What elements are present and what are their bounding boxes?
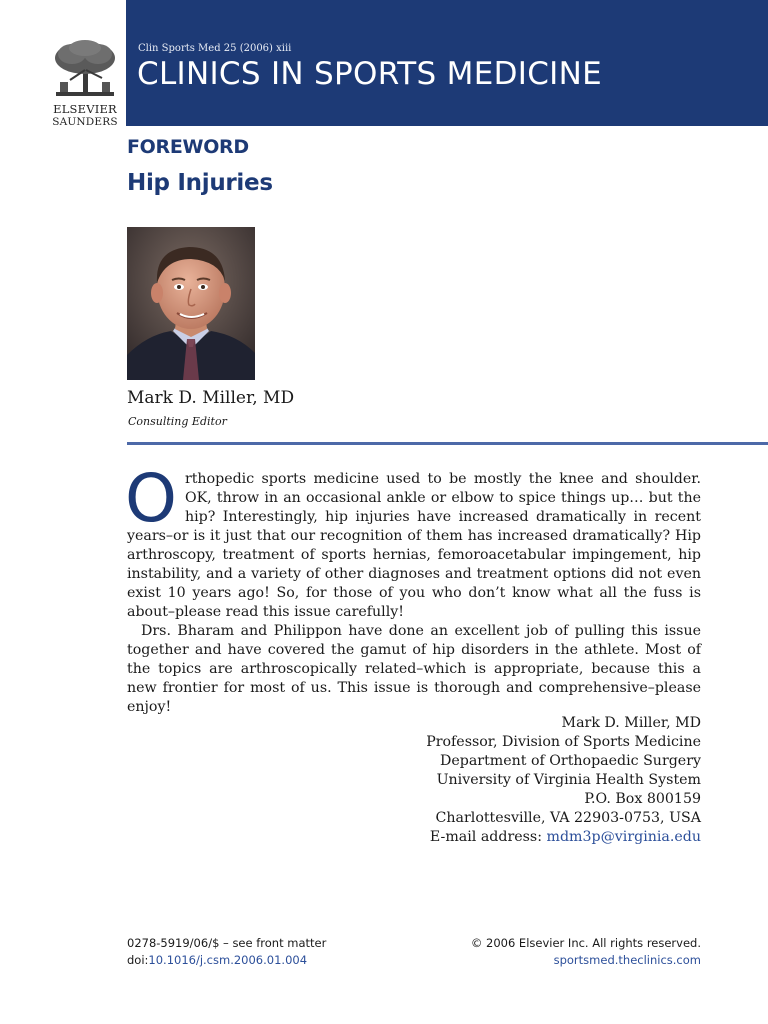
signature-title: Professor, Division of Sports Medicine (426, 734, 701, 750)
divider-rule (127, 442, 768, 445)
paragraph-1 (125, 460, 701, 622)
signature-institution: University of Virginia Health System (436, 772, 701, 788)
signature-email-line (426, 828, 701, 847)
signature-po-box: P.O. Box 800159 (584, 791, 701, 807)
issn-line: 0278-5919/06/$ – see front matter (127, 936, 327, 950)
email-link[interactable]: mdm3p@virginia.edu (546, 829, 701, 845)
citation: Clin Sports Med 25 (2006) xiii (138, 43, 292, 54)
doi-label: doi: (127, 953, 149, 967)
email-label: E-mail address: (429, 829, 542, 845)
author-portrait (127, 227, 255, 380)
doi-line (127, 952, 326, 969)
section-label: FOREWORD (127, 136, 249, 158)
doi-link[interactable]: 10.1016/j.csm.2006.01.004 (148, 953, 308, 967)
paragraph-2: Drs. Bharam and Philippon have done an excellent job of pulling this issue together and have covered the gamut of hip disorders in the athlete. Most of the topics are arthroscopically related–which is appropriate, because this a new frontier for most of us. This issue is thorough and comprehensive–please enjoy! (127, 623, 701, 715)
signature-city: Charlottesville, VA 22903-0753, USA (435, 810, 701, 826)
logo-line-saunders: SAUNDERS (52, 116, 118, 128)
author-name: Mark D. Miller, MD (127, 388, 295, 408)
signature-name: Mark D. Miller, MD (561, 715, 701, 731)
copyright-line: © 2006 Elsevier Inc. All rights reserved. (470, 936, 701, 950)
signature-block (426, 714, 701, 847)
footer-right (471, 935, 701, 969)
signature-department: Department of Orthopaedic Surgery (439, 753, 701, 769)
journal-title: CLINICS IN SPORTS MEDICINE (137, 56, 602, 92)
paragraph-1-text: rthopedic sports medicine used to be mostly the knee and shoulder. OK, throw in an occasional ankle or elbow to spice things up… but the hip? Interestingly, hip injuries have increased dramatically in recent years–or is it just that our recognition of them has increased dramatically? Hip arthroscopy, treatment of sports hernias, femoroacetabular impingement, hip instability, and a variety of other diagnoses and treatment options did not even exist 10 years ago! So, for those of you who don’t know what all the fuss is about–please read this issue carefully! (127, 471, 701, 620)
footer-left (127, 935, 326, 969)
tree-logo-icon (50, 40, 120, 100)
drop-cap: O (125, 460, 177, 537)
journal-banner (126, 0, 768, 126)
website-link[interactable]: sportsmed.theclinics.com (553, 953, 701, 967)
article-title: Hip Injuries (127, 170, 273, 196)
logo-line-elsevier: ELSEVIER (53, 102, 117, 116)
article-body (125, 460, 701, 717)
author-role: Consulting Editor (128, 415, 227, 428)
elsevier-logo (46, 40, 124, 130)
